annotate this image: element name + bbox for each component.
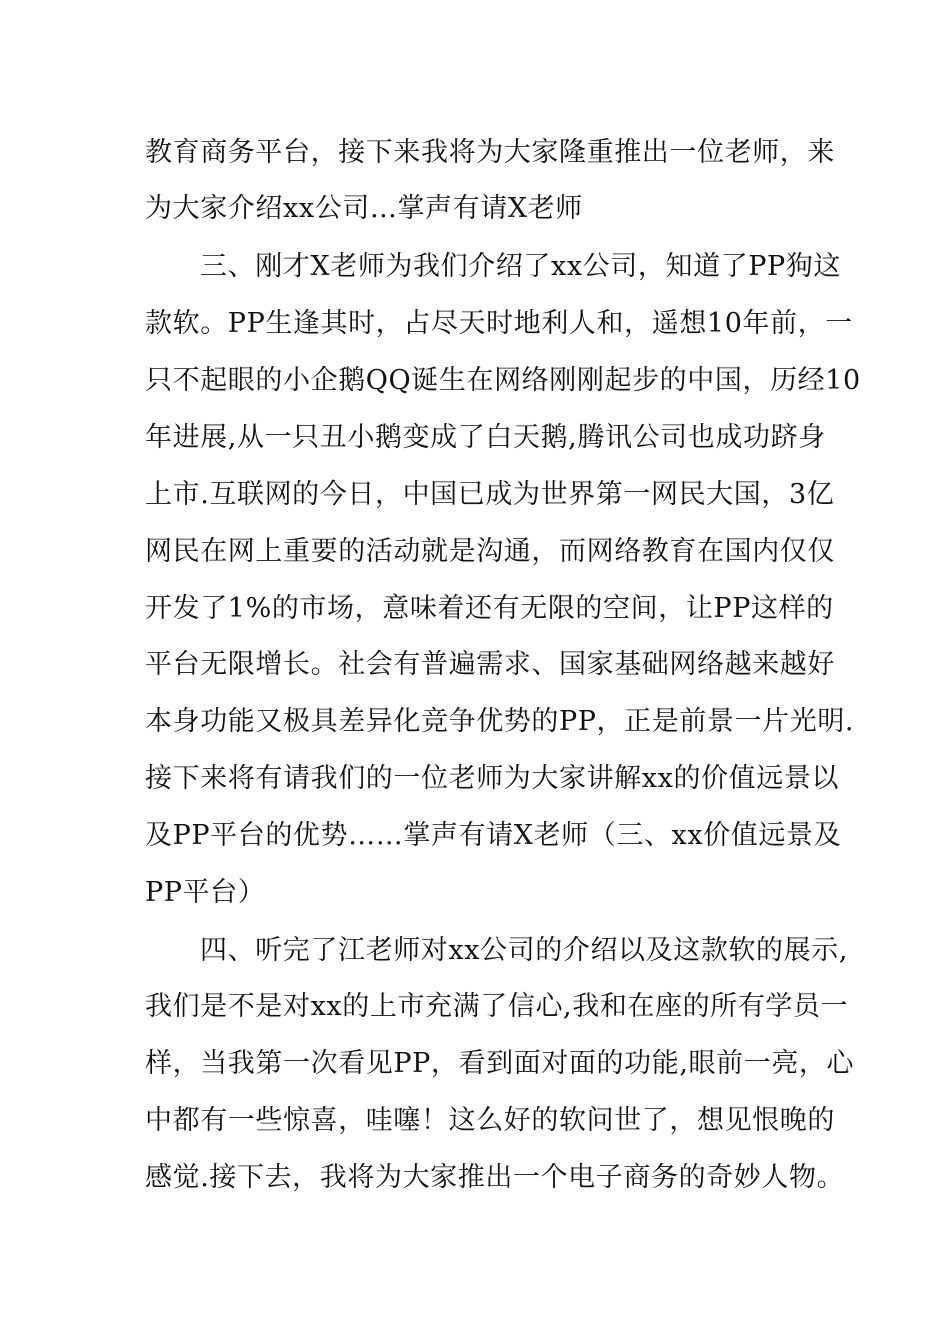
text-line: 年进展,从一只丑小鹅变成了白天鹅,腾讯公司也成功跻身 <box>145 422 826 453</box>
text-line: 我们是不是对xx的上市充满了信心,我和在座的所有学员一 <box>145 991 849 1022</box>
text-line: 款软。PP生逢其时，占尽天时地利人和，遥想10年前，一 <box>145 308 853 339</box>
text-line: 感觉.接下去，我将为大家推出一个电子商务的奇妙人物。 <box>145 1162 845 1193</box>
text-line: 只不起眼的小企鹅QQ诞生在网络刚刚起步的中国，历经10 <box>145 365 861 396</box>
text-line: 教育商务平台，接下来我将为大家隆重推出一位老师，来 <box>145 137 835 168</box>
text-line: 平台无限增长。社会有普遍需求、国家基础网络越来越好 <box>145 649 835 680</box>
text-line: 上市.互联网的今日，中国已成为世界第一网民大国，3亿 <box>145 479 835 510</box>
text-line: 样，当我第一次看见PP，看到面对面的功能,眼前一亮，心 <box>145 1048 855 1079</box>
text-line: 接下来将有请我们的一位老师为大家讲解xx的价值远景以 <box>145 763 840 794</box>
text-line: 本身功能又极具差异化竞争优势的PP，正是前景一片光明. <box>145 706 855 737</box>
paragraph-four-start: 四、听完了江老师对xx公司的介绍以及这款软的展示, <box>200 935 849 966</box>
text-line: 中都有一些惊喜，哇噻！这么好的软问世了，想见恨晚的 <box>145 1105 835 1136</box>
text-line: 为大家介绍xx公司…掌声有请X老师 <box>145 193 583 224</box>
text-line: 网民在网上重要的活动就是沟通，而网络教育在国内仅仅 <box>145 536 835 567</box>
text-line: 及PP平台的优势……掌声有请X老师（三、xx价值远景及 <box>145 820 842 851</box>
text-line: 开发了1%的市场，意味着还有无限的空间，让PP这样的 <box>145 593 834 624</box>
paragraph-three-start: 三、刚才X老师为我们介绍了xx公司，知道了PP狗这 <box>200 251 842 282</box>
text-line: PP平台） <box>145 877 266 908</box>
